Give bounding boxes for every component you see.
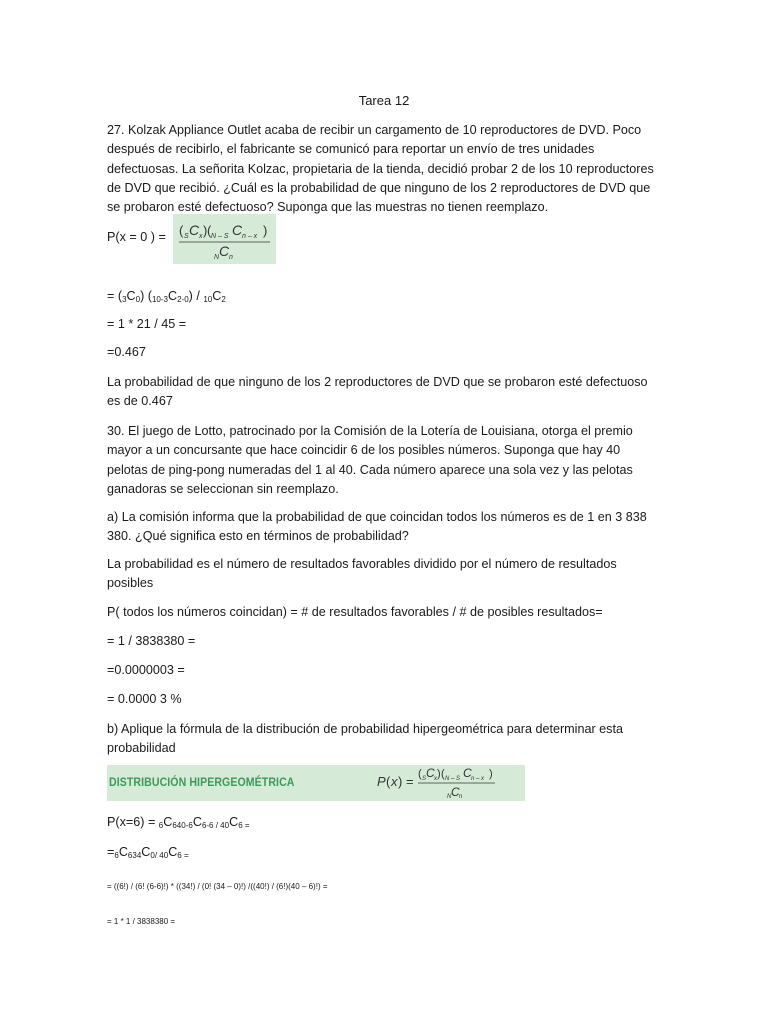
hyper-sub-x: x xyxy=(434,776,437,782)
formula-c1: C xyxy=(189,222,200,238)
hypergeometric-distribution-label: DISTRIBUCIÓN HIPERGEOMÉTRICA xyxy=(109,775,295,789)
hyper-c3: C xyxy=(451,785,460,799)
formula-close-paren: ) xyxy=(203,223,208,238)
hyper-eq: = xyxy=(406,774,414,789)
hyper-c2: C xyxy=(463,766,472,780)
formula-sub-n-s: N – S xyxy=(211,233,229,240)
hyper-num-rp: ) xyxy=(437,768,441,780)
formula-open-paren-2: ( xyxy=(207,223,212,238)
formula-sub-s: S xyxy=(184,233,189,240)
hypergeometric-distribution-box xyxy=(107,765,525,801)
problem-30-b-line-1: $P(x=6) = _6C_{640-6}C_{6-6 / 40}C_{6 =}$ xyxy=(107,815,250,830)
problem-27-conclusion: La probabilidad de que ninguno de los 2 reproductores de DVD que se probaron esté defectuoso es de 0.467 xyxy=(107,375,648,409)
hyper-c1: C xyxy=(426,766,435,780)
formula-sub-x: x xyxy=(199,233,203,240)
formula-sub-n-x: n – x xyxy=(242,233,258,240)
hyper-sub-n: N xyxy=(447,794,452,800)
problem-27-step-2: = 1 * 21 / 45 = xyxy=(107,317,187,331)
formula-sub-n: N xyxy=(214,254,220,261)
problem-30-equation-2: = 1 / 3838380 = xyxy=(107,634,196,648)
hyper-p: P xyxy=(377,774,386,789)
hypergeometric-formula-graphic-2 xyxy=(107,765,525,801)
problem-30-part-a: a) La comisión informa que la probabilidad de que coincidan todos los números es de 1 en 3 838 380. ¿Qué significa esto en términos de probabilidad? xyxy=(107,510,647,544)
problem-27-statement: 27. Kolzak Appliance Outlet acaba de recibir un cargamento de 10 reproductores de DVD. Poco después de recibirlo, el fabricante se comunicó para reportar un envío de tres unidades defectuosas. La señorita Kolzac, propietaria de la tienda, decidió probar 2 de los 10 reproductores de DVD que recibió. ¿Cuál es la probabilidad de que ninguno de los 2 reproductores de DVD que se probaron esté defectuoso? Suponga que las muestras no tienen reemplazo. xyxy=(107,123,654,215)
hyper-lp: ( xyxy=(386,774,391,789)
problem-30-statement: 30. El juego de Lotto, patrocinado por la Comisión de la Lotería de Louisiana, otorga el premio mayor a un concursante que hace coincidir 6 de los posibles números. Suponga que hay 40 pelotas de ping-pong numeradas del 1 al 40. Cada número aparece una sola vez y las pelotas ganadoras se seleccionan sin reemplazo. xyxy=(107,424,633,496)
hyper-rp: ) xyxy=(398,774,403,789)
problem-30-equation-4: = 0.0000 3 % xyxy=(107,692,182,706)
hyper-sub-small-n: n xyxy=(459,794,463,800)
problem-27-step-3: =0.467 xyxy=(107,345,146,359)
page-title: Tarea 12 xyxy=(358,93,410,108)
formula-open-paren: ( xyxy=(179,223,184,238)
hyper-sub-n-x: n – x xyxy=(471,776,485,782)
problem-30-b-line-4: = 1 * 1 / 3838380 = xyxy=(107,917,176,926)
hyper-num-lp2: ( xyxy=(441,768,445,780)
problem-27-formula-lhs: P(x = 0 ) = xyxy=(107,230,166,244)
problem-30-answer-a: La probabilidad es el número de resultados favorables dividido por el número de resultados posibles xyxy=(107,557,617,591)
problem-30-b-line-3: = ((6!) / (6! (6-6)!) * ((34!) / (0! (34 – 0)!) /((40!) / (6!)(40 – 6)!) = xyxy=(107,882,328,891)
hyper-num-lp: ( xyxy=(418,768,422,780)
hyper-x: x xyxy=(391,774,398,789)
problem-30-b-line-2: $=_6C_{634}C_{0/ 40}C_{6 =}$ xyxy=(107,845,189,860)
hyper-num-rp2: ) xyxy=(489,768,493,780)
hyper-sub-s: S xyxy=(422,776,427,782)
problem-30-part-b: b) Aplique la fórmula de la distribución de probabilidad hipergeométrica para determinar esta probabilidad xyxy=(107,722,623,756)
problem-30-equation-3: =0.0000003 = xyxy=(107,663,185,677)
formula-c2: C xyxy=(232,222,243,238)
problem-30-equation-1: P( todos los números coincidan) = # de resultados favorables / # de posibles resultados= xyxy=(107,605,603,619)
formula-sub-small-n: n xyxy=(229,254,233,261)
problem-27-step-1: = $(_3C_0)$ $(_{10-3}C_{2-0}) / _{10}C_2$ xyxy=(107,289,226,304)
hyper-sub-n-s: N – S xyxy=(445,776,461,782)
formula-c3: C xyxy=(219,243,230,259)
hypergeometric-formula-graphic xyxy=(173,214,276,264)
hypergeometric-formula-box xyxy=(173,214,276,264)
formula-close-paren-2: ) xyxy=(263,223,268,238)
